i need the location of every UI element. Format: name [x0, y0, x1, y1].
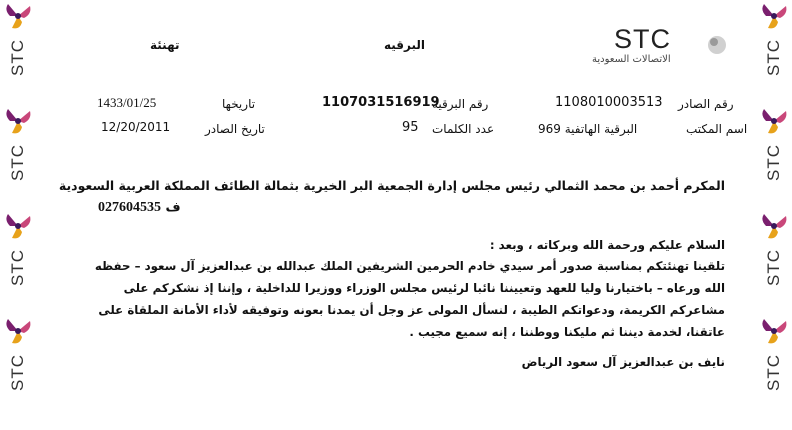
issue-date-value: 12/20/2011 — [101, 120, 171, 134]
word-count-value: 95 — [402, 120, 419, 135]
stc-flower-icon — [758, 0, 790, 32]
word-count-label: عدد الكلمات — [432, 122, 495, 136]
sender-number-value: 1108010003513 — [555, 95, 663, 110]
stripe-logo-text: STC — [764, 354, 783, 391]
stripe-logo-text: STC — [8, 249, 27, 286]
stripe-logo-tile — [2, 0, 34, 80]
office-value: البرقية الهاتفية 969 — [538, 122, 638, 136]
message-line: الله ورعاه – باختيارنا وليا للعهد وتعييننا نائبا لرئيس مجلس الوزراء ووزيرا للداخلية ، وإننا إذ نشكركم على — [123, 281, 725, 295]
stc-flower-icon — [758, 315, 790, 347]
date-hijri-value: 1433/01/25 — [97, 95, 157, 110]
date-label: تاريخها — [222, 97, 256, 111]
stc-logo-subtext: الاتصالات السعودية — [592, 54, 671, 65]
stripe-logo-tile — [758, 0, 790, 80]
message-line: مشاعركم الكريمة، ودعواتكم الطيبة ، لنسأل المولى عز وجل أن يمدنا بعونه وتوفيقه لأداء الأمانة الملقاة على — [98, 303, 725, 317]
logo-flower-icon — [702, 30, 732, 60]
stripe-logo-tile — [2, 210, 34, 290]
stc-logo-text: STC — [614, 24, 671, 54]
telegram-number-label: رقم البرقية — [432, 97, 489, 111]
message-line: عاتقنا، لخدمة ديننا ثم مليكنا ووطننا ، إنه سميع مجيب . — [409, 325, 725, 339]
stripe-logo-text: STC — [8, 354, 27, 391]
left-logo-stripe — [0, 0, 36, 430]
stripe-logo-tile — [758, 315, 790, 395]
message-greeting: السلام عليكم ورحمة الله وبركاته ، وبعد : — [489, 238, 725, 252]
stc-flower-icon — [758, 210, 790, 242]
stripe-logo-text: STC — [8, 39, 27, 76]
stc-flower-icon — [2, 0, 34, 32]
stc-flower-icon — [2, 315, 34, 347]
stripe-logo-tile — [2, 105, 34, 185]
stripe-logo-tile — [2, 315, 34, 395]
recipient-address: المكرم أحمد بن محمد الثمالي رئيس مجلس إدارة الجمعية البر الخيرية بثمالة الطائف المملكة العربية السعودية — [58, 178, 725, 193]
stc-flower-icon — [758, 105, 790, 137]
stripe-logo-text: STC — [764, 249, 783, 286]
stc-flower-icon — [2, 105, 34, 137]
stripe-logo-text: STC — [764, 39, 783, 76]
telegram-title: البرقيه — [384, 38, 426, 52]
stripe-logo-tile — [758, 210, 790, 290]
sender-number-label: رقم الصادر — [678, 97, 734, 111]
stripe-logo-tile — [758, 105, 790, 185]
telegram-number-value: 1107031516919 — [322, 95, 440, 110]
stc-logo — [588, 24, 738, 70]
stripe-logo-text: STC — [764, 144, 783, 181]
stc-flower-icon — [2, 210, 34, 242]
recipient-fax — [98, 200, 181, 216]
stripe-logo-text: STC — [8, 144, 27, 181]
fax-number: 027604535 — [98, 200, 161, 215]
message-body — [95, 234, 725, 373]
fax-label: ف — [165, 200, 181, 215]
right-logo-stripe — [756, 0, 792, 430]
telegram-type: تهنئة — [150, 38, 180, 52]
message-signature: نايف بن عبدالعزيز آل سعود الرياض — [521, 355, 725, 369]
message-line: تلقينا تهنئتكم بمناسبة صدور أمر سيدي خادم الحرمين الشريفين الملك عبدالله بن عبدالعزيز آل سعود – حفظه — [94, 259, 725, 273]
office-label: اسم المكتب — [686, 122, 748, 136]
issue-date-label: تاريخ الصادر — [205, 122, 265, 136]
